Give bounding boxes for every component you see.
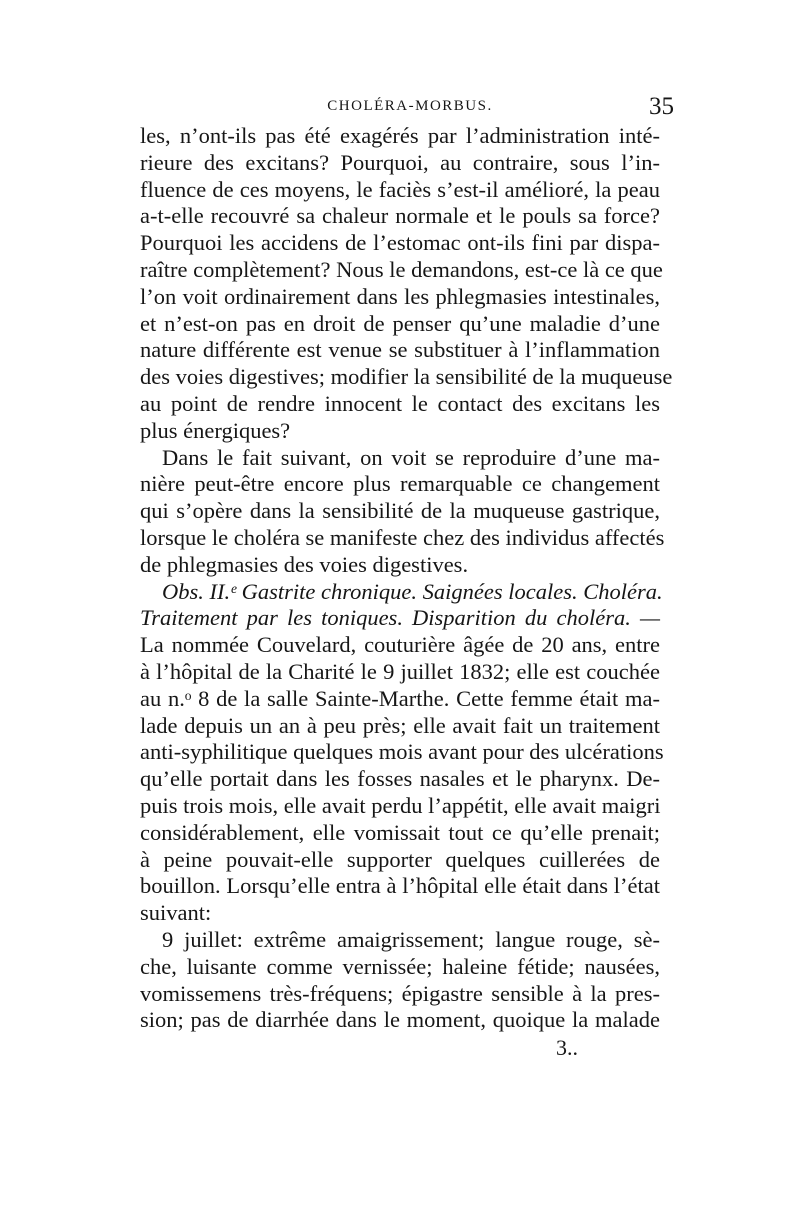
text-line: plus énergiques? — [140, 417, 291, 443]
text-line: nière peut-être encore plus remarquable ce changement — [140, 471, 660, 497]
text-line: che, luisante comme vernissée; haleine fétide; nausées, — [140, 953, 660, 979]
text-line: sion; pas de diarrhée dans le moment, quoique la malade — [140, 1007, 660, 1033]
text-line: et n’est-on pas en droit de penser qu’une maladie d’une — [140, 310, 660, 336]
page-header — [140, 93, 680, 124]
observation-heading: Traitement par les toniques. Disparition du choléra. — — [140, 605, 660, 631]
text-line: 9 juillet: extrême amaigrissement; langue rouge, sè- — [162, 926, 660, 952]
text-line: au point de rendre innocent le contact des excitans les — [140, 390, 660, 416]
body-text — [140, 123, 673, 1034]
text-line: suivant: — [140, 900, 212, 926]
running-head: CHOLÉRA-MORBUS. — [327, 98, 493, 114]
text-line: puis trois mois, elle avait perdu l’appétit, elle avait maigri — [140, 792, 661, 818]
text-line: nature différente est venue se substituer à l’inflammation — [140, 337, 660, 363]
text-line: anti-syphilitique quelques mois avant pour des ulcérations — [140, 739, 664, 765]
text-line: bouillon. Lorsqu’elle entra à l’hôpital elle était dans l’état — [140, 873, 660, 899]
text-line: lade depuis un an à peu près; elle avait fait un traitement — [140, 712, 660, 738]
signature-mark: 3.. — [556, 1035, 578, 1060]
text-line: à l’hôpital de la Charité le 9 juillet 1832; elle est couchée — [140, 658, 660, 684]
text-line: Pourquoi les accidens de l’estomac ont-ils fini par dispa- — [140, 230, 660, 256]
text-line: a-t-elle recouvré sa chaleur normale et le pouls sa force? — [140, 203, 660, 229]
text-line: Dans le fait suivant, on voit se reproduire d’une ma- — [162, 444, 660, 470]
text-line: considérablement, elle vomissait tout ce qu’elle prenait; — [140, 819, 660, 845]
text-line: à peine pouvait-elle supporter quelques cuillerées de — [140, 846, 660, 872]
text-line: raître complètement? Nous le demandons, est-ce là ce que — [140, 256, 663, 282]
text-line: fluence de ces moyens, le faciès s’est-il amélioré, la peau — [140, 176, 660, 202]
text-line: rieure des excitans? Pourquoi, au contraire, sous l’in- — [140, 149, 660, 175]
text-line: de phlegmasies des voies digestives. — [140, 551, 469, 577]
text-line: au n.ᵒ 8 de la salle Sainte-Marthe. Cette femme était ma- — [140, 685, 660, 711]
observation-heading: Obs. II.ᵉ Gastrite chronique. Saignées locales. Choléra. — [162, 578, 663, 604]
text-line: qui s’opère dans la sensibilité de la muqueuse gastrique, — [140, 498, 660, 524]
text-line: vomissemens très-fréquens; épigastre sensible à la pres- — [140, 980, 660, 1006]
text-line: l’on voit ordinairement dans les phlegmasies intestinales, — [140, 283, 660, 309]
text-line: des voies digestives; modifier la sensibilité de la muqueuse — [140, 364, 673, 390]
text-line: qu’elle portait dans les fosses nasales et le pharynx. De- — [140, 766, 660, 792]
text-line: lorsque le choléra se manifeste chez des individus affectés — [140, 524, 665, 550]
text-line: La nommée Couvelard, couturière âgée de 20 ans, entre — [140, 632, 660, 658]
page-number: 35 — [649, 93, 674, 120]
text-line: les, n’ont-ils pas été exagérés par l’administration inté- — [140, 123, 660, 148]
